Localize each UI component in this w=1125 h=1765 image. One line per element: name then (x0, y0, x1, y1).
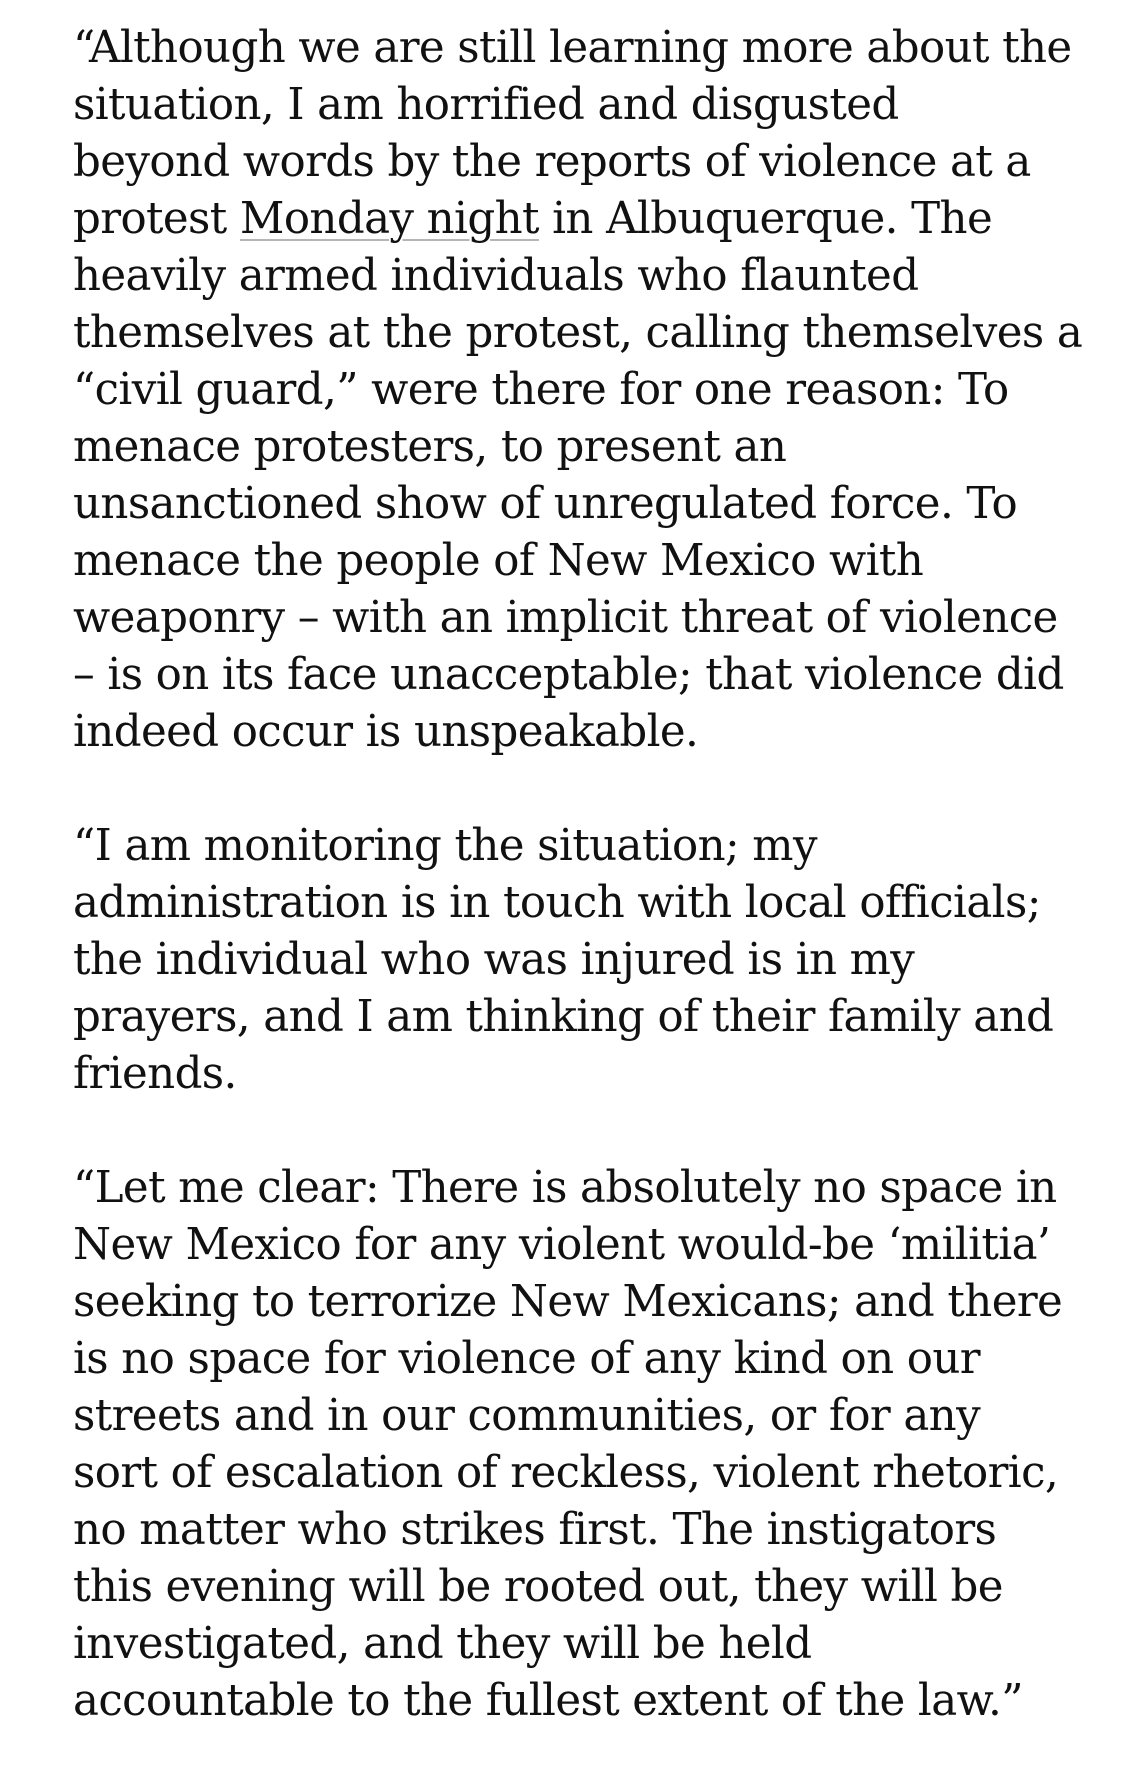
text-line: the individual who was injured is in my (73, 935, 915, 985)
text-line: is no space for violence of any kind on our (73, 1334, 980, 1384)
text-line: New Mexico for any violent would-be ‘militia’ (73, 1220, 1051, 1270)
text-line: heavily armed individuals who flaunted (73, 251, 919, 301)
text-line: “I am monitoring the situation; my (73, 821, 817, 871)
text-line: unsanctioned show of unregulated force. To (73, 479, 1018, 529)
text-line: no matter who strikes first. The instigators (73, 1505, 997, 1555)
text-line: beyond words by the reports of violence at a (73, 137, 1031, 187)
text-line: “civil guard,” were there for one reason: To (73, 365, 1009, 415)
text-line: administration is in touch with local officials; (73, 878, 1041, 928)
statement-paragraph-3 (73, 1160, 1083, 1730)
statement-paragraph-2 (73, 818, 1083, 1103)
text-segment: in Albuquerque. The (538, 194, 993, 244)
text-line: investigated, and they will be held (73, 1619, 812, 1669)
text-line: “Let me clear: There is absolutely no space in (73, 1163, 1057, 1213)
statement-paragraph-1 (73, 20, 1083, 761)
text-line: menace the people of New Mexico with (73, 536, 924, 586)
text-line: menace protesters, to present an (73, 422, 787, 472)
text-line: weaponry – with an implicit threat of violence (73, 593, 1058, 643)
text-line: sort of escalation of reckless, violent rhetoric, (73, 1448, 1059, 1498)
text-segment: protest (73, 194, 240, 244)
text-line: friends. (73, 1049, 237, 1099)
text-line: – is on its face unacceptable; that violence did (73, 650, 1064, 700)
text-line: situation, I am horrified and disgusted (73, 80, 899, 130)
text-line-with-link (73, 191, 1083, 248)
text-line: “Although we are still learning more about the (73, 23, 1072, 73)
statement-article (73, 20, 1083, 1730)
text-line: indeed occur is unspeakable. (73, 707, 699, 757)
text-line: prayers, and I am thinking of their family and (73, 992, 1054, 1042)
text-line: streets and in our communities, or for any (73, 1391, 981, 1441)
monday-night-link[interactable]: Monday night (239, 194, 539, 244)
text-line: seeking to terrorize New Mexicans; and there (73, 1277, 1063, 1327)
text-line: themselves at the protest, calling themselves a (73, 308, 1083, 358)
text-line: accountable to the fullest extent of the law.” (73, 1676, 1023, 1726)
text-line: this evening will be rooted out, they will be (73, 1562, 1003, 1612)
